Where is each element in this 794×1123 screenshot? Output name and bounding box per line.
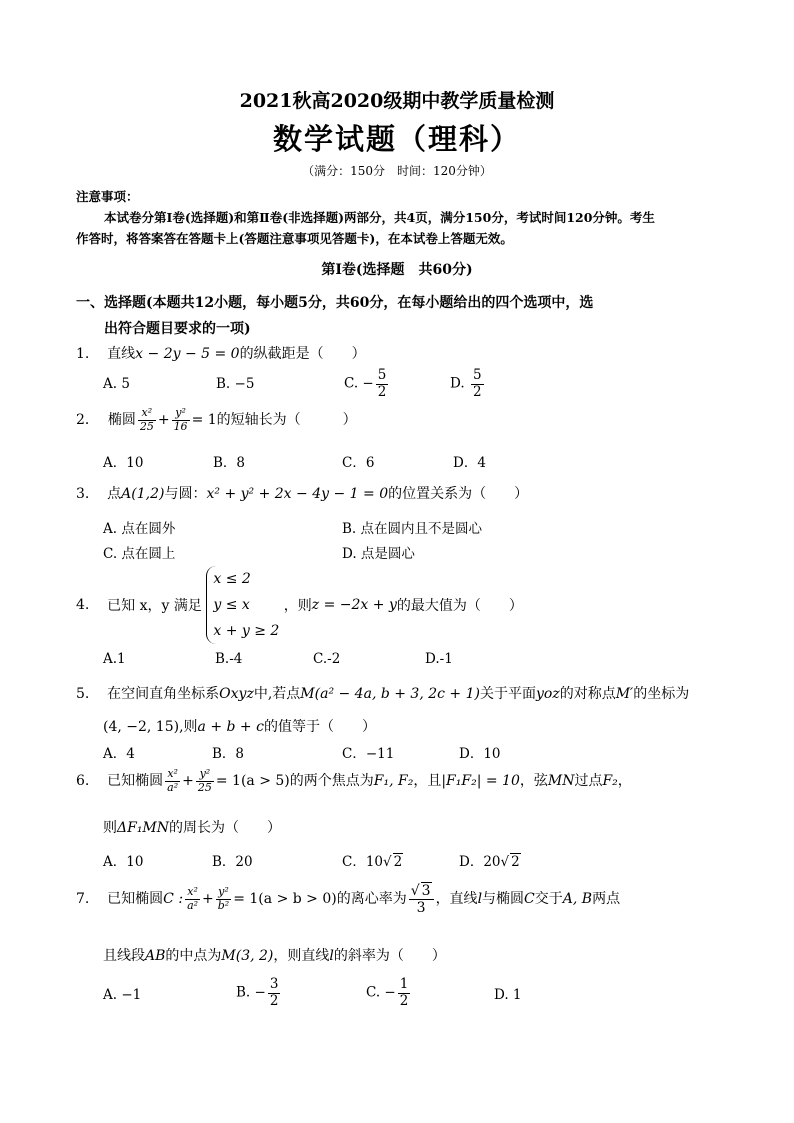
option-d xyxy=(450,368,486,400)
question-text: 椭圆 xyxy=(107,412,136,429)
option-c: C．6 xyxy=(342,455,375,471)
question-text: 直线 xyxy=(107,346,136,362)
fraction-numerator: 3 xyxy=(269,976,279,992)
exam-title: 数学试题（理科） xyxy=(272,122,521,156)
question-5 xyxy=(76,683,689,703)
question-text: ，则 xyxy=(283,598,312,614)
radicand: 2 xyxy=(393,854,403,870)
question-3 xyxy=(76,483,528,503)
exam-header: 2021秋高2020级期中教学质量检测 xyxy=(239,90,555,112)
question-text: 点 xyxy=(107,486,122,502)
question-text: 的周长为（ ） xyxy=(169,820,282,836)
option-c: C. 点在圆上 xyxy=(103,546,176,562)
fraction-numerator: x² xyxy=(138,407,156,421)
question-text: 关于平面 xyxy=(480,686,536,702)
fraction-denominator: 2 xyxy=(377,383,387,400)
fraction-numerator: x² xyxy=(165,768,180,782)
radicand: 3 xyxy=(421,883,431,899)
option-label: B. − xyxy=(236,984,266,1001)
math-expression: x − 2y − 5 = 0 xyxy=(135,346,240,362)
option-a: A．10 xyxy=(103,854,144,870)
question-text: 的值等于（ ） xyxy=(263,719,376,735)
math-expression: z = −2x + y xyxy=(311,597,397,613)
equals: = 1 xyxy=(191,412,217,429)
option-a: A．10 xyxy=(103,455,144,471)
option-c: C.-2 xyxy=(313,651,341,667)
option-c xyxy=(366,977,412,1009)
option-d: D．10 xyxy=(459,746,501,762)
option-b: B．20 xyxy=(212,854,253,870)
question-text: 则 xyxy=(103,820,117,836)
question-text: 过点 xyxy=(574,773,603,790)
question-number: 5. xyxy=(76,686,90,702)
question-text: 在空间直角坐标系 xyxy=(107,686,220,702)
math-symbol: l xyxy=(329,948,334,964)
question-text: ,则 xyxy=(179,719,198,735)
math-expression: |F₁F₂| = 10 xyxy=(441,773,520,790)
option-a: A.1 xyxy=(103,651,126,667)
math-symbol: AB xyxy=(145,948,166,964)
question-text: 与圆： xyxy=(164,486,207,502)
question-text: 的短轴长为（ ） xyxy=(216,412,357,429)
question-5-line-2 xyxy=(103,716,376,736)
question-text: ，则直线 xyxy=(273,948,330,964)
question-text: 已知椭圆 xyxy=(107,891,164,908)
fraction-numerator: y² xyxy=(216,886,231,900)
notice-line-2: 作答时，将答案答在答题卡上(答题注意事项见答题卡)，在本试卷上答题无效。 xyxy=(76,231,513,246)
question-number: 1. xyxy=(76,346,90,362)
question-text: ，弦 xyxy=(519,773,548,790)
equals: = 1(a > b > 0) xyxy=(233,891,337,908)
notice-heading: 注意事项： xyxy=(76,189,139,204)
question-text: 的位置关系为（ ） xyxy=(388,486,529,502)
constraint-system xyxy=(206,566,279,644)
option-b: B.-4 xyxy=(215,651,243,667)
notice-line-1: 本试卷分第Ⅰ卷(选择题)和第Ⅱ卷(非选择题)两部分，共4页，满分150分，考试时间120分钟。考生 xyxy=(104,210,655,225)
math-expression: a + b + c xyxy=(197,719,264,735)
option-c: C．10√ 2 xyxy=(342,854,403,870)
option-b: B．8 xyxy=(212,746,245,762)
part-instructions-1: 一、选择题(本题共12小题，每小题5分，共60分，在每小题给出的四个选项中，选 xyxy=(76,295,594,311)
question-text: ，且 xyxy=(413,773,442,790)
question-number: 3. xyxy=(76,486,90,502)
fraction-numerator: 5 xyxy=(472,367,482,383)
question-text: 与椭圆 xyxy=(482,891,525,908)
math-symbol: MN xyxy=(547,773,575,790)
question-text: 的斜率为（ ） xyxy=(333,948,446,964)
part-instructions-2: 出符合题目要求的一项) xyxy=(104,321,251,337)
fraction-denominator: 25 xyxy=(197,780,212,794)
question-6 xyxy=(76,768,632,794)
option-d: D. 1 xyxy=(494,987,522,1003)
math-symbol: ΔF₁MN xyxy=(117,820,170,836)
question-number: 6. xyxy=(76,773,90,790)
question-text: 的纵截距是（ ） xyxy=(239,346,366,362)
question-text: 的对称点 xyxy=(559,686,616,702)
plus-sign: + xyxy=(157,412,170,429)
option-d: D.-1 xyxy=(425,651,453,667)
fraction-denominator: a² xyxy=(167,780,179,794)
question-number: 7. xyxy=(76,891,90,908)
option-label: C. − xyxy=(366,984,396,1001)
math-point: M(a² − 4a, b + 3, 2c + 1) xyxy=(300,686,480,702)
option-a: A. 点在圆外 xyxy=(103,521,176,537)
option-label: D. xyxy=(450,375,465,392)
fraction-denominator: a² xyxy=(187,898,199,912)
math-symbol: C : xyxy=(163,891,184,908)
plus-sign: + xyxy=(202,891,214,908)
option-a: A. −1 xyxy=(103,987,142,1003)
option-label: D．20 xyxy=(459,854,501,870)
option-d: D．4 xyxy=(453,455,486,471)
math-point: A(1,2) xyxy=(121,486,165,502)
option-d: D. 点是圆心 xyxy=(342,546,415,562)
math-symbol: A, B xyxy=(562,891,593,908)
fraction-numerator: 1 xyxy=(399,976,409,992)
fraction-numerator: 5 xyxy=(377,367,387,383)
option-b: B. 点在圆内且不是圆心 xyxy=(342,521,483,537)
math-symbol: Oxyz xyxy=(219,686,254,702)
option-b: B. −5 xyxy=(216,376,255,392)
question-1 xyxy=(76,343,366,363)
fraction-denominator: 2 xyxy=(269,992,279,1009)
option-d: D．20√ 2 xyxy=(459,854,520,870)
question-text: 两点 xyxy=(592,891,621,908)
radicand: 2 xyxy=(511,854,520,870)
question-text: 的中点为 xyxy=(165,948,222,964)
fraction-denominator: 16 xyxy=(173,419,188,433)
option-b: B．8 xyxy=(213,455,246,471)
fraction-numerator: y² xyxy=(172,407,190,421)
question-text: 中,若点 xyxy=(253,686,301,702)
plus-sign: + xyxy=(182,773,194,790)
math-symbol: yoz xyxy=(536,686,560,702)
question-7: 7. 已知椭圆C : $\frac{\text{x²}}{\text{a²}}$ + $\frac{\text{y²}}{\text{b²}}$ = 1(a > b > 0)的离心率为 $\frac{√ 3}{3}$ ，直线l与椭圆C交于A, B两点 xyxy=(76,883,621,917)
constraint: x + y ≥ 2 xyxy=(213,623,280,639)
math-point: M(3, 2) xyxy=(221,948,274,964)
option-a: A. 5 xyxy=(103,376,130,392)
question-6-line-2 xyxy=(103,817,281,837)
math-symbol: M′ xyxy=(615,686,634,702)
fraction-denominator: 3 xyxy=(416,900,426,917)
option-label: C．10 xyxy=(342,854,384,870)
option-c xyxy=(344,368,390,400)
option-b xyxy=(236,977,282,1009)
question-number: 4. xyxy=(76,597,90,613)
option-c: C．−11 xyxy=(342,746,395,762)
question-text: 的坐标为 xyxy=(633,686,690,702)
question-number: 2． xyxy=(76,412,99,429)
question-7-line-2 xyxy=(103,945,446,965)
question-text: 的两个焦点为 xyxy=(289,773,374,790)
fraction-denominator: 2 xyxy=(399,992,409,1009)
constraint: x ≤ 2 xyxy=(213,571,251,587)
question-4 xyxy=(76,566,523,644)
question-text: 已知 x，y 满足 xyxy=(107,598,202,614)
question-text: ， xyxy=(617,773,632,790)
fraction-denominator: 2 xyxy=(472,383,482,400)
fraction-denominator: b² xyxy=(217,898,230,912)
fraction-numerator: x² xyxy=(185,886,200,900)
question-text: 且线段 xyxy=(103,948,145,964)
exam-subtitle: （满分：150分 时间：120分钟） xyxy=(302,164,492,178)
math-symbol: F₂ xyxy=(602,773,618,790)
option-label: C. − xyxy=(344,375,374,392)
constraint: y ≤ x xyxy=(213,597,250,613)
question-text: 的离心率为 xyxy=(336,891,407,908)
question-text: 交于 xyxy=(534,891,563,908)
fraction-numerator: y² xyxy=(196,768,214,782)
math-symbol: F₁, F₂ xyxy=(373,773,414,790)
math-point: (4, −2, 15) xyxy=(103,719,180,735)
math-symbol: C xyxy=(524,891,535,908)
question-text: ，直线 xyxy=(435,891,478,908)
math-symbol: l xyxy=(477,891,483,908)
fraction-denominator: 25 xyxy=(139,419,154,433)
question-2 xyxy=(76,407,357,433)
question-text: 的最大值为（ ） xyxy=(396,598,523,614)
option-a: A．4 xyxy=(103,746,135,762)
question-text: 已知椭圆 xyxy=(107,773,164,790)
equals: = 1(a > 5) xyxy=(215,773,290,790)
section-title: 第Ⅰ卷(选择题 共60分) xyxy=(321,262,473,278)
math-expression: x² + y² + 2x − 4y − 1 = 0 xyxy=(206,486,389,502)
